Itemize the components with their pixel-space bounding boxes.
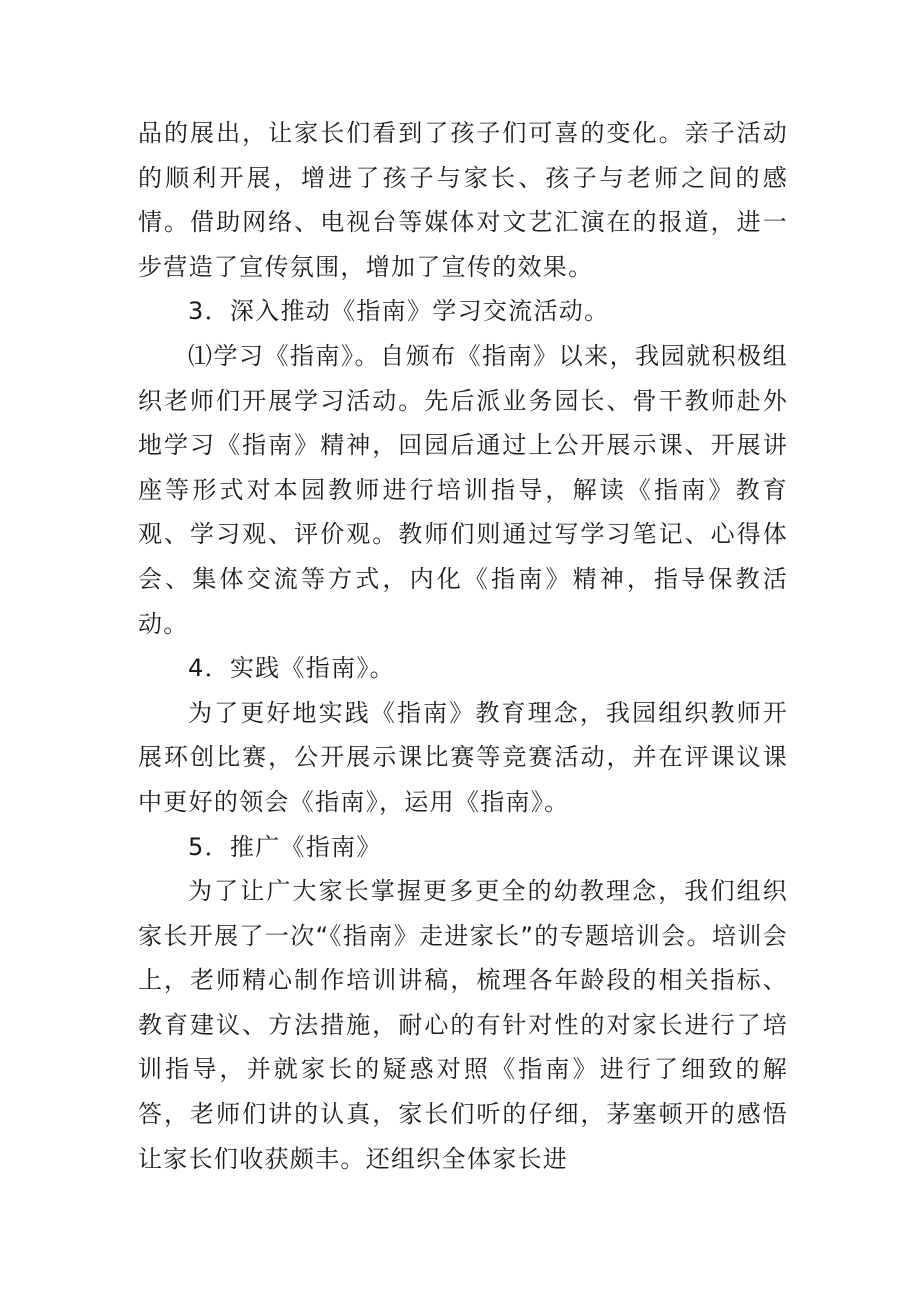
- section-heading-3: 3．深入推动《指南》学习交流活动。: [188, 297, 610, 326]
- paragraph-study-guide: ⑴学习《指南》。自颁布《指南》以来，我园就积极组织老师们开展学习活动。先后派业务园长、骨干教师赴外地学习《指南》精神，回园后通过上公开展示课、开展讲座等形式对本园教师进行培训指导，解读《指南》教育观、学习观、评价观。教师们则通过写学习笔记、心得体会、集体交流等方式，内化《指南》精神，指导保教活动。: [138, 341, 788, 638]
- section-heading-5: 5．推广《指南》: [188, 832, 382, 861]
- paragraph-promote-guide: 为了让广大家长掌握更多更全的幼教理念，我们组织家长开展了一次“《指南》走进家长”的专题培训会。培训会上，老师精心制作培训讲稿，梳理各年龄段的相关指标、教育建议、方法措施，耐心的有针对性的对家长进行了培训指导，并就家长的疑惑对照《指南》进行了细致的解答，老师们讲的认真，家长们听的仔细，茅塞顿开的感悟让家长们收获颇丰。还组织全体家长进: [138, 877, 788, 1173]
- document-body: [138, 111, 788, 1181]
- paragraph-continuation: 品的展出，让家长们看到了孩子们可喜的变化。亲子活动的顺利开展，增进了孩子与家长、孩子与老师之间的感情。借助网络、电视台等媒体对文艺汇演在的报道，进一步营造了宣传氛围，增加了宣传的效果。: [138, 119, 788, 281]
- section-heading-4: 4．实践《指南》。: [188, 654, 395, 683]
- paragraph-practice-guide: 为了更好地实践《指南》教育理念，我园组织教师开展环创比赛，公开展示课比赛等竞赛活动，并在评课议课中更好的领会《指南》，运用《指南》。: [138, 698, 788, 816]
